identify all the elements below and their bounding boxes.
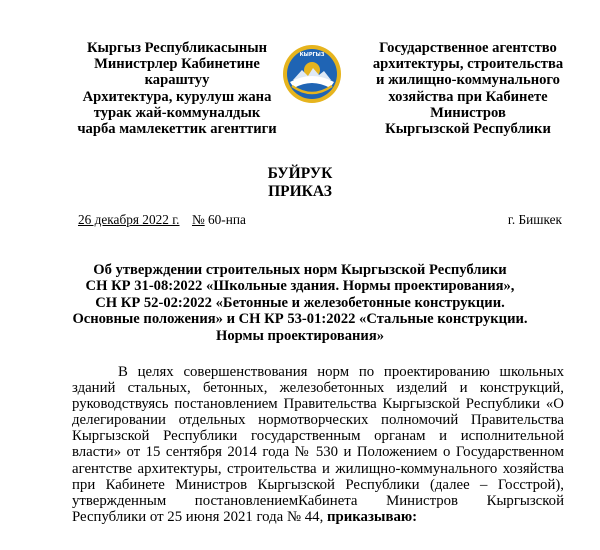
subject-line: Основные положения» и СН КР 53-01:2022 «Стальные конструкции.	[72, 311, 528, 328]
order-subject	[40, 262, 560, 344]
header-left-line: Архитектура, курулуш жана	[82, 88, 272, 105]
header-left-line: чарба мамлекеттик агенттиги	[77, 121, 277, 138]
order-number-sign: №	[192, 212, 205, 227]
order-word: приказываю:	[326, 508, 418, 525]
body-paragraph: В целях совершенствования норм по проектированию школьных зданий стальных, бетонных, железобетонных изделий и конструкций, руководствуясь постановлением Правительства Кыргызской Республики «О делегировании отдельных нормотворческих полномочий Правительства Кыргызской Республики государственным органам и исполнительной власти» от 15 сентября 2014 года № 530 и Положением о Государственном агентстве архитектуры, строительства и жилищно-коммунального хозяйства при Кабинете Министров Кыргызской Республики (далее – Госстрой), утвержденным постановлениемКабинета Министров Кыргызской Республики от 25 июня 2021 года № 44,	[72, 364, 564, 525]
header-right-line: хозяйства при Кабинете	[388, 88, 548, 105]
header-right-line: архитектуры, строительства	[372, 56, 564, 73]
order-body	[72, 364, 564, 525]
subject-line: Об утверждении строительных норм Кыргызской Республики	[93, 262, 507, 278]
subject-line: СН КР 52-02:2022 «Бетонные и железобетонные конструкции.	[95, 294, 505, 311]
date-number-line	[78, 212, 562, 228]
header-right-line: Кыргызской Республики	[385, 121, 551, 138]
header-right-line: Государственное агентство	[379, 40, 557, 56]
header-right-russian	[362, 40, 574, 137]
order-number-value: 60-нпа	[204, 212, 246, 227]
order-city: г. Бишкек	[507, 212, 562, 227]
doc-type-kyrgyz: БУЙРУК	[267, 165, 333, 182]
kyrgyz-emblem-icon	[282, 44, 342, 104]
header-right-line: Министров	[430, 104, 506, 121]
subject-line: Нормы проектирования»	[215, 327, 385, 344]
order-date: 26 декабря 2022 г.	[78, 212, 180, 227]
order-number	[192, 212, 246, 228]
doc-type-russian: ПРИКАЗ	[268, 183, 332, 200]
header-left-line: турак жай-коммуналдык	[93, 104, 261, 121]
document-header	[0, 40, 600, 148]
header-left-kyrgyz	[48, 40, 306, 137]
subject-line: СН КР 31-08:2022 «Школьные здания. Нормы проектирования»,	[85, 278, 515, 295]
header-left-line: Министрлер Кабинетине	[94, 56, 260, 73]
header-left-line: караштуу	[144, 72, 210, 89]
emblem-seal-text: КЫРГЫЗ	[299, 52, 325, 58]
header-left-line: Кыргыз Республикасынын	[86, 40, 268, 56]
header-right-line: и жилищно-коммунального	[376, 72, 560, 89]
